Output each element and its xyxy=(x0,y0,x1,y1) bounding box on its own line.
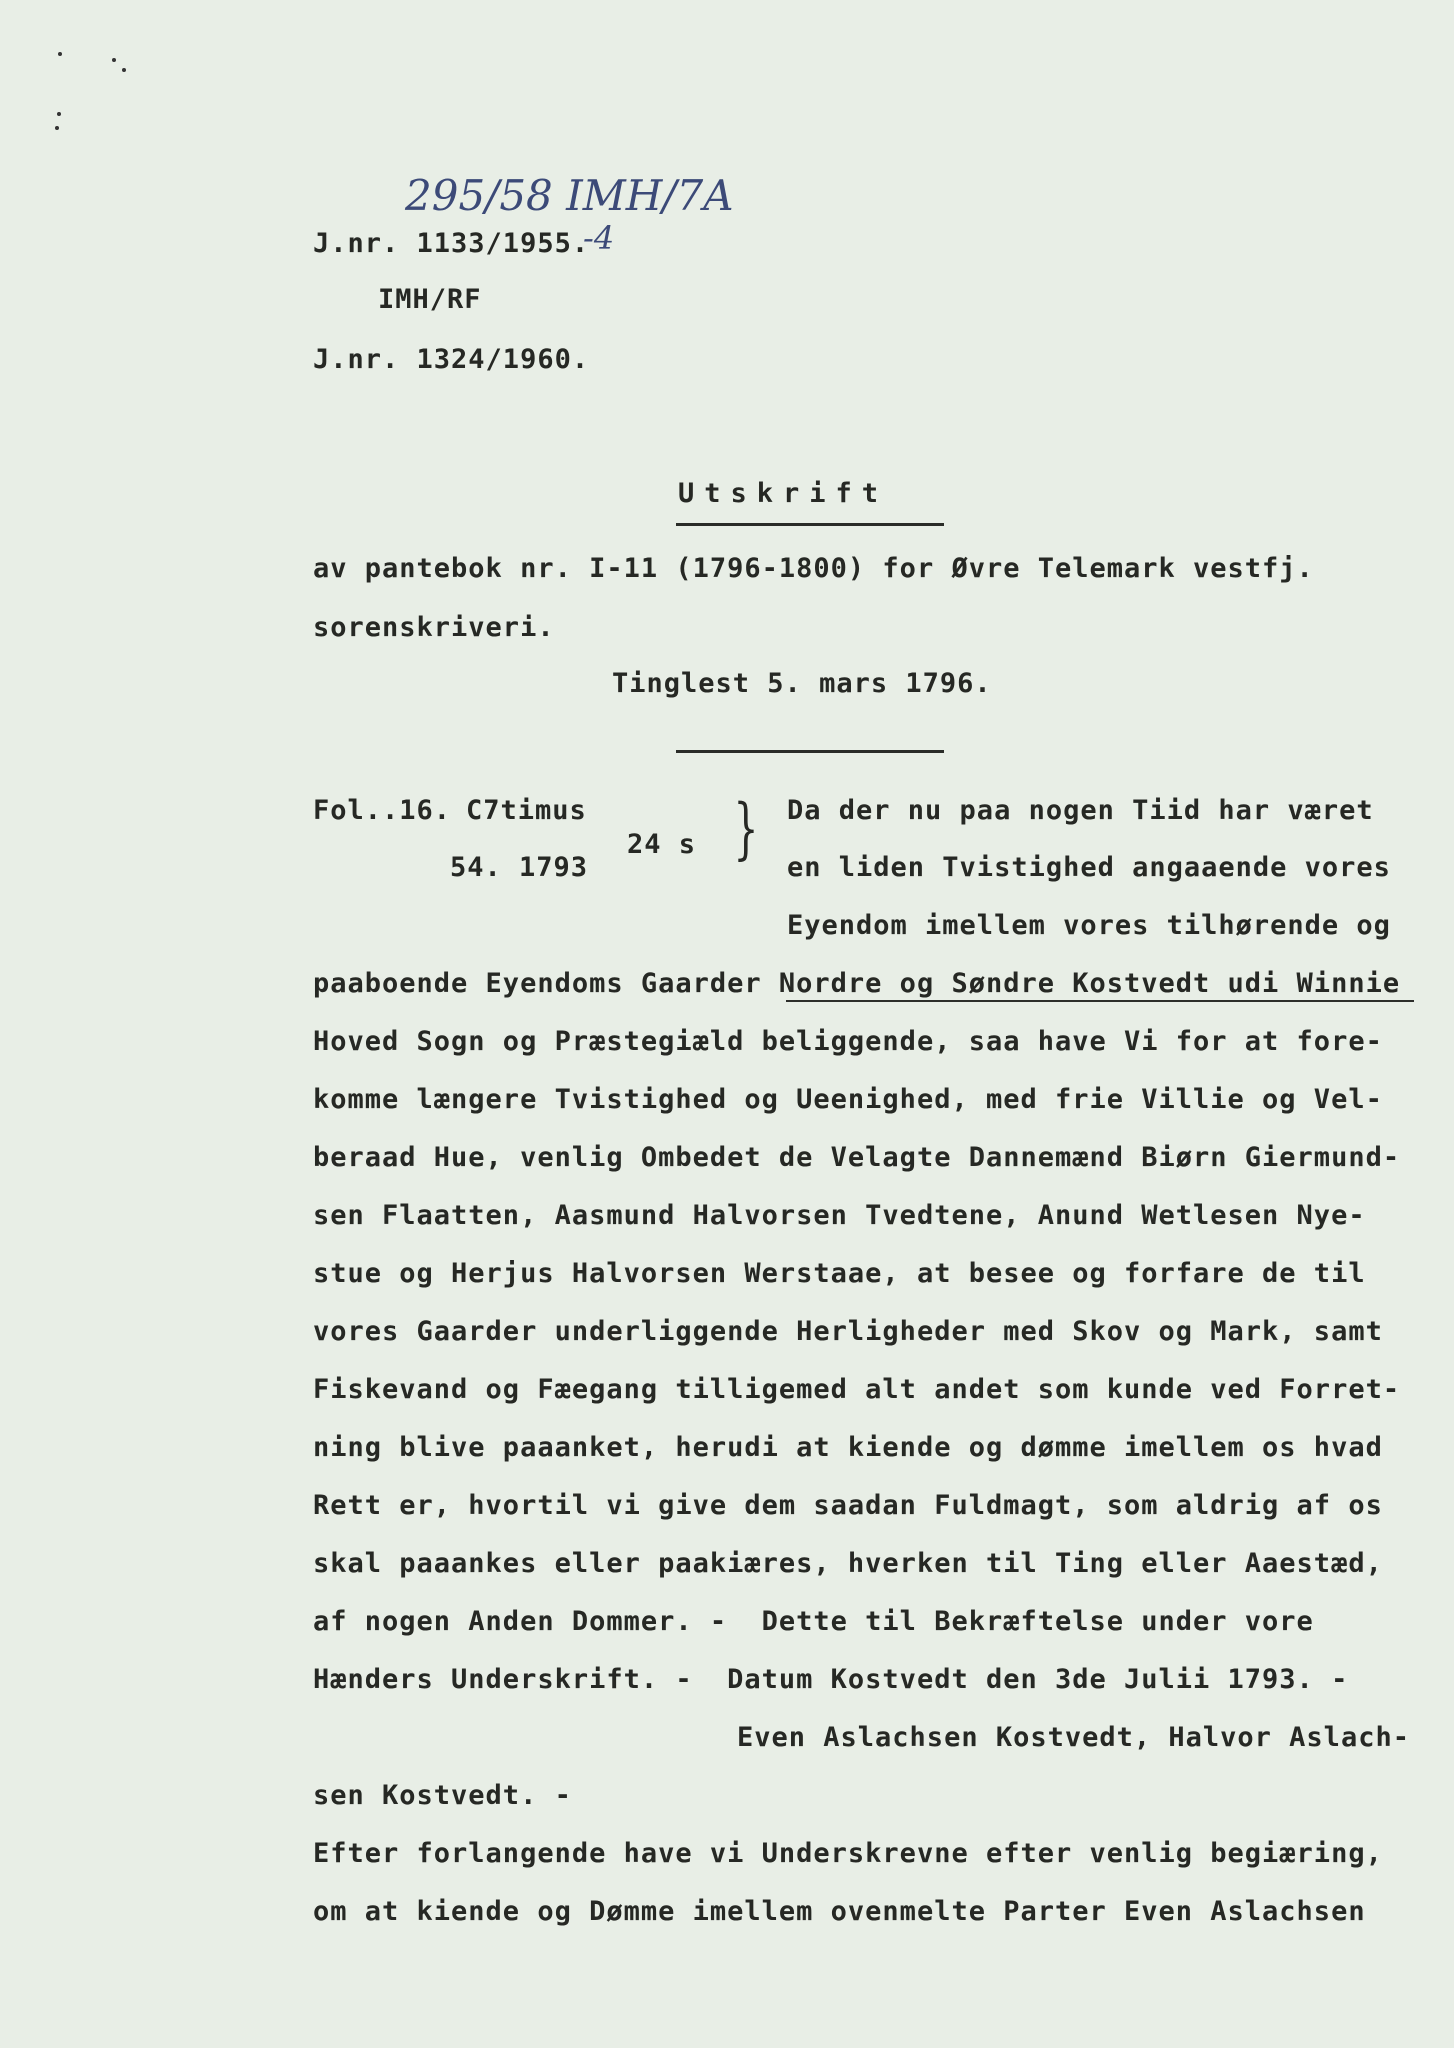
body-line: Even Aslachsen Kostvedt, Halvor Aslach- xyxy=(737,1722,1410,1753)
body-line: om at kiende og Dømme imellem ovenmelte Parter Even Aslachsen xyxy=(313,1896,1366,1927)
folio-reference: Fol..16. xyxy=(313,795,452,826)
punch-mark xyxy=(122,68,126,72)
body-line: Da der nu paa nogen Tiid har været xyxy=(787,795,1374,826)
body-line: stue og Herjus Halvorsen Werstaae, at besee og forfare de til xyxy=(313,1258,1366,1289)
body-line: Eyendom imellem vores tilhørende og xyxy=(787,910,1391,941)
body-line: Fiskevand og Fæegang tilligemed alt andet som kunde ved Forret- xyxy=(313,1374,1401,1405)
section-divider xyxy=(676,750,944,753)
year-reference: 54. 1793 xyxy=(450,852,589,883)
journal-number-2: J.nr. 1324/1960. xyxy=(313,344,590,375)
journal-number-1-suffix: -4 xyxy=(583,219,615,257)
body-line: sen Kostvedt. - xyxy=(313,1780,572,1811)
punch-mark xyxy=(55,126,59,130)
c7timus-note: C7timus xyxy=(466,795,587,826)
punch-mark xyxy=(57,112,61,116)
body-line: vores Gaarder underliggende Herligheder med Skov og Mark, samt xyxy=(313,1316,1383,1347)
punch-mark xyxy=(58,52,62,56)
tinglest-date: Tinglest 5. mars 1796. xyxy=(612,668,992,699)
body-line: skal paaankes eller paakiæres, hverken til Ting eller Aaestæd, xyxy=(313,1548,1383,1579)
body-line: komme længere Tvistighed og Ueenighed, med frie Villie og Vel- xyxy=(313,1084,1383,1115)
title-underline xyxy=(676,523,944,526)
body-line: Hoved Sogn og Præstegiæld beliggende, saa have Vi for at fore- xyxy=(313,1026,1383,1057)
handwritten-reference: 295/58 IMH/7A xyxy=(405,171,734,220)
punch-mark xyxy=(112,58,116,62)
body-line: beraad Hue, venlig Ombedet de Velagte Dannemænd Biørn Giermund- xyxy=(313,1142,1401,1173)
body-line: sen Flaatten, Aasmund Halvorsen Tvedtene, Anund Wetlesen Nye- xyxy=(313,1200,1366,1231)
body-line: en liden Tvistighed angaaende vores xyxy=(787,852,1391,883)
subtitle-line-2: sorenskriveri. xyxy=(313,612,555,643)
fee-note: 24 s xyxy=(627,829,697,860)
document-title: Utskrift xyxy=(678,478,889,509)
body-line: Efter forlangende have vi Underskrevne efter venlig begiæring, xyxy=(313,1838,1383,1869)
subtitle-line-1: av pantebok nr. I-11 (1796-1800) for Øvre Telemark vestfj. xyxy=(313,553,1314,584)
body-line: Rett er, hvortil vi give dem saadan Fuldmagt, som aldrig af os xyxy=(313,1490,1383,1521)
initials: IMH/RF xyxy=(378,284,482,315)
body-line: Hænders Underskrift. - Datum Kostvedt den 3de Julii 1793. - xyxy=(313,1664,1349,1695)
body-line: af nogen Anden Dommer. - Dette til Bekræftelse under vore xyxy=(313,1606,1314,1637)
margin-brace: } xyxy=(733,790,759,867)
name-underline xyxy=(786,1000,1414,1002)
body-line: paaboende Eyendoms Gaarder Nordre og Søndre Kostvedt udi Winnie xyxy=(313,968,1401,999)
body-line: ning blive paaanket, herudi at kiende og dømme imellem os hvad xyxy=(313,1432,1383,1463)
journal-number-1: J.nr. 1133/1955. xyxy=(313,228,590,259)
